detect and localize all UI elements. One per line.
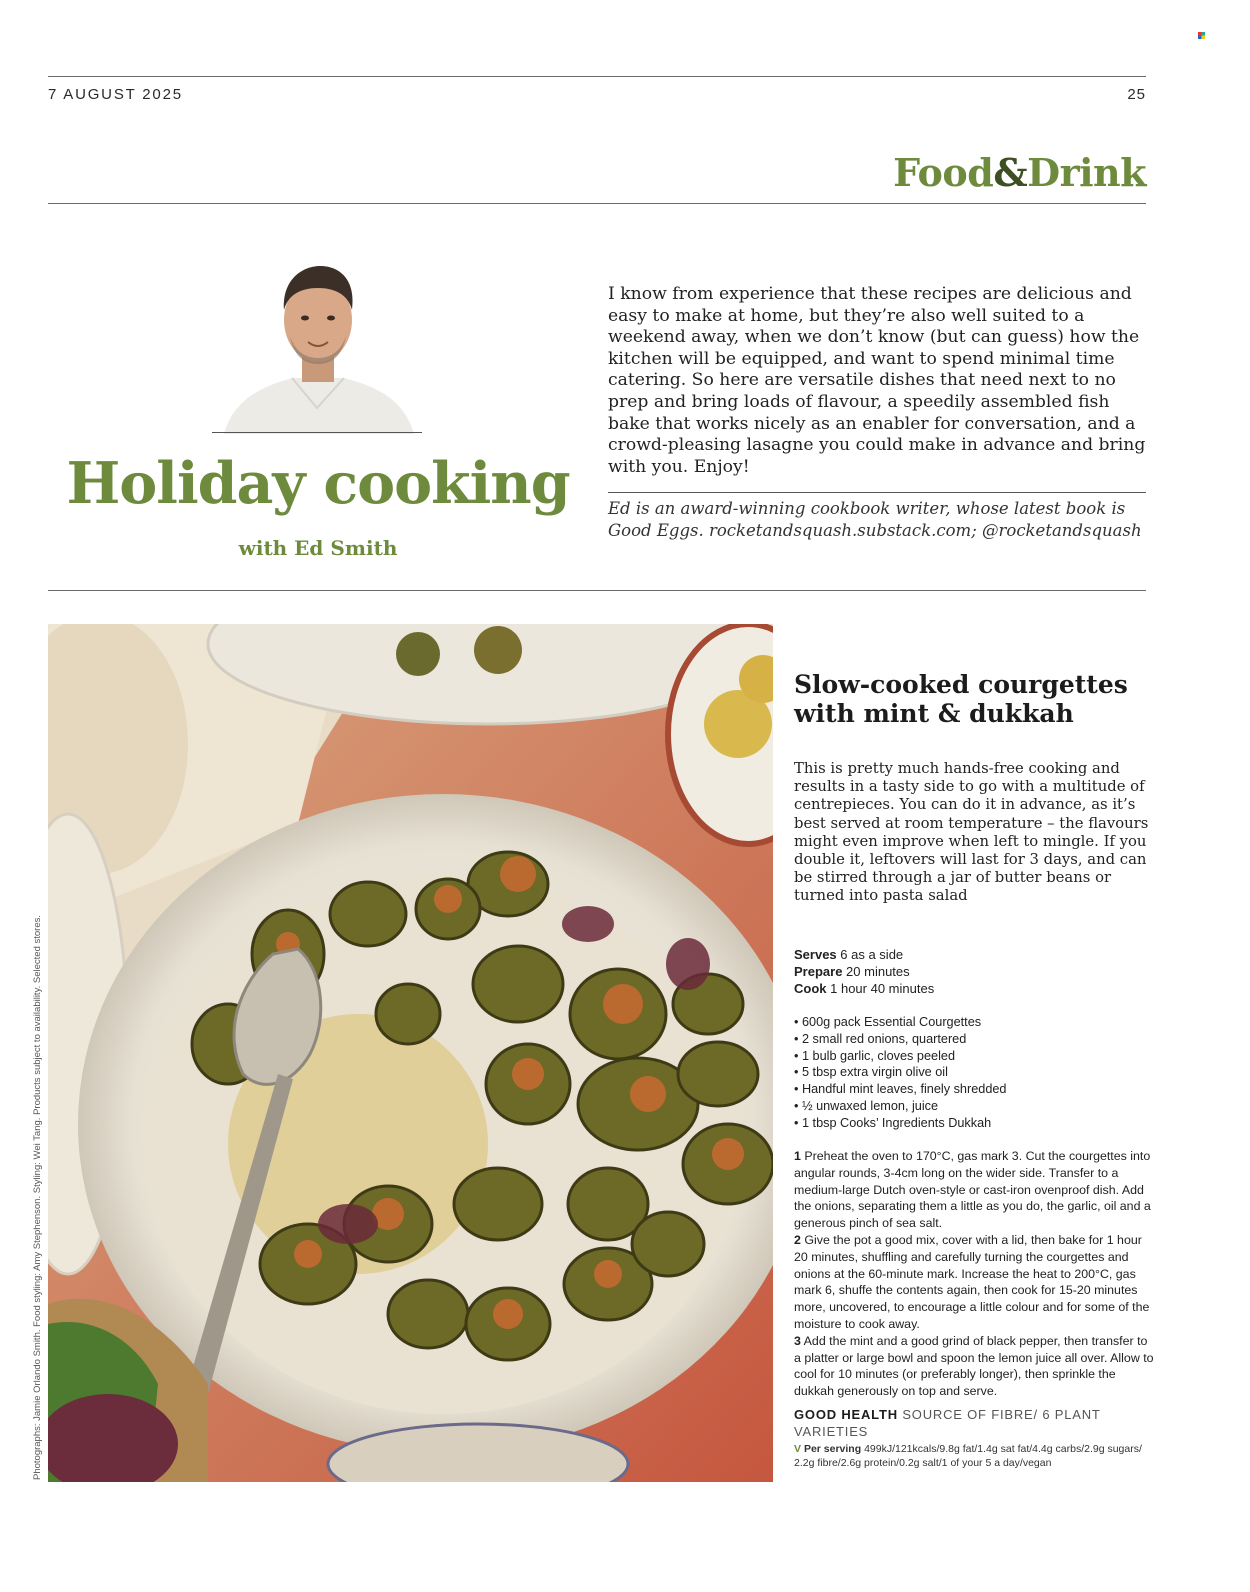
vegan-mark: V bbox=[794, 1443, 802, 1455]
step-text: Preheat the oven to 170°C, gas mark 3. Cut the courgettes into angular rounds, 3-4cm long on the wider side. Transfer to a medium-large Dutch oven-style or cast-iron ovenproof dish. Add the onions, separating them a little as you do, the garlic, oil and a generous pinch of sea salt. bbox=[794, 1149, 1151, 1231]
prepare-label: Prepare bbox=[794, 964, 843, 979]
intro-divider bbox=[608, 492, 1146, 493]
ingredient-item: • 5 tbsp extra virgin olive oil bbox=[794, 1065, 948, 1080]
photo-credit: Photographs: Jamie Orlando Smith. Food styling: Amy Stephenson. Styling: Wei Tang. Products subject to availability. Selected stores. bbox=[32, 914, 43, 1480]
method-step bbox=[794, 1333, 1154, 1400]
prepare-line bbox=[794, 963, 1154, 980]
header-bottom-rule bbox=[48, 203, 1146, 204]
feature-byline: with Ed Smith bbox=[238, 536, 398, 560]
page-number: 25 bbox=[1127, 86, 1146, 103]
ingredient-item: • 1 tbsp Cooks’ Ingredients Dukkah bbox=[794, 1115, 992, 1130]
ingredients-list bbox=[794, 1014, 1154, 1132]
method-steps bbox=[794, 1148, 1154, 1400]
courgette-dish-photo bbox=[48, 624, 773, 1482]
section-word-food: Food bbox=[893, 150, 994, 195]
corner-registration-mark bbox=[1198, 32, 1205, 39]
prepare-value: 20 minutes bbox=[846, 964, 910, 979]
header-top-rule bbox=[48, 76, 1146, 77]
section-divider bbox=[48, 590, 1146, 591]
recipe-title: Slow-cooked courgettes with mint & dukkah bbox=[794, 670, 1128, 728]
good-health-label: GOOD HEALTH bbox=[794, 1407, 898, 1422]
step-text: Add the mint and a good grind of black pepper, then transfer to a platter or large bowl and spoon the lemon juice all over. Allow to cool for 10 minutes (or preferably longer), then sprinkle the dukkah generously on top and serve. bbox=[794, 1333, 1154, 1399]
ingredient-item: • 600g pack Essential Courgettes bbox=[794, 1015, 982, 1029]
serves-label: Serves bbox=[794, 947, 837, 962]
step-text: Give the pot a good mix, cover with a lid, then bake for 1 hour 20 minutes, shuffling and carefully turning the courgettes and onions at the 60-minute mark. Increase the heat to 200°C, gas mark 6, shuffe the contents again, then cook for 15-20 minutes more, uncovered, to encourage a little colour and for some of the moisture to cook away. bbox=[794, 1232, 1150, 1331]
ingredient-item: • 2 small red onions, quartered bbox=[794, 1031, 967, 1046]
recipe-meta bbox=[794, 946, 1154, 997]
per-serving-label: Per serving bbox=[803, 1443, 862, 1455]
good-health-text: SOURCE OF FIBRE/ 6 PLANT VARIETIES bbox=[794, 1407, 1101, 1439]
step-number: 2 bbox=[794, 1232, 801, 1247]
recipe-intro: This is pretty much hands-free cooking and results in a tasty side to go with a multitude of centrepieces. You can do it in advance, as it’s best served at room temperature – the flavours might even improve when left to mingle. If you double it, leftovers will last for 3 days, and can be stirred through a jar of butter beans or turned into pasta salad bbox=[794, 760, 1149, 905]
author-portrait bbox=[214, 258, 421, 434]
nutrition-values: 499kJ/121kcals/9.8g fat/1.4g sat fat/4.4g carbs/2.9g sugars/ 2.2g fibre/2.6g protein/0.2g salt/1 of your 5 a day/vegan bbox=[794, 1443, 1142, 1469]
serves-value: 6 as a side bbox=[840, 947, 904, 962]
author-note: Ed is an award-winning cookbook writer, whose latest book is Good Eggs. rocketandsquash.substack.com; @rocketandsquash bbox=[608, 499, 1142, 540]
cook-line bbox=[794, 980, 1154, 997]
portrait-baseline-rule bbox=[212, 432, 422, 433]
nutrition-info bbox=[794, 1442, 1154, 1470]
method-step bbox=[794, 1232, 1154, 1333]
section-word-drink: Drink bbox=[1027, 150, 1146, 195]
section-ampersand: & bbox=[993, 150, 1028, 195]
step-number: 3 bbox=[794, 1333, 801, 1348]
cook-value: 1 hour 40 minutes bbox=[830, 981, 935, 996]
feature-intro: I know from experience that these recipes are delicious and easy to make at home, but they’re also well suited to a weekend away, when we don’t know (but can guess) how the kitchen will be equipped, and want to spend minimal time catering. So here are versatile dishes that need next to no prep and bring loads of flavour, a speedily assembled fish bake that works nicely as an enabler for conversation, and a crowd-pleasing lasagne you could make in advance and bring with you. Enjoy! bbox=[608, 284, 1146, 477]
good-health-badge bbox=[794, 1406, 1154, 1440]
feature-headline: Holiday cooking bbox=[66, 450, 570, 517]
cook-label: Cook bbox=[794, 981, 827, 996]
serves-line bbox=[794, 946, 1154, 963]
section-title bbox=[893, 150, 1146, 195]
ingredient-item: • ½ unwaxed lemon, juice bbox=[794, 1098, 939, 1113]
issue-date: 7 AUGUST 2025 bbox=[48, 86, 183, 103]
method-step bbox=[794, 1148, 1154, 1232]
ingredient-item: • Handful mint leaves, finely shredded bbox=[794, 1082, 1007, 1097]
step-number: 1 bbox=[794, 1149, 801, 1163]
ingredient-item: • 1 bulb garlic, cloves peeled bbox=[794, 1048, 956, 1063]
